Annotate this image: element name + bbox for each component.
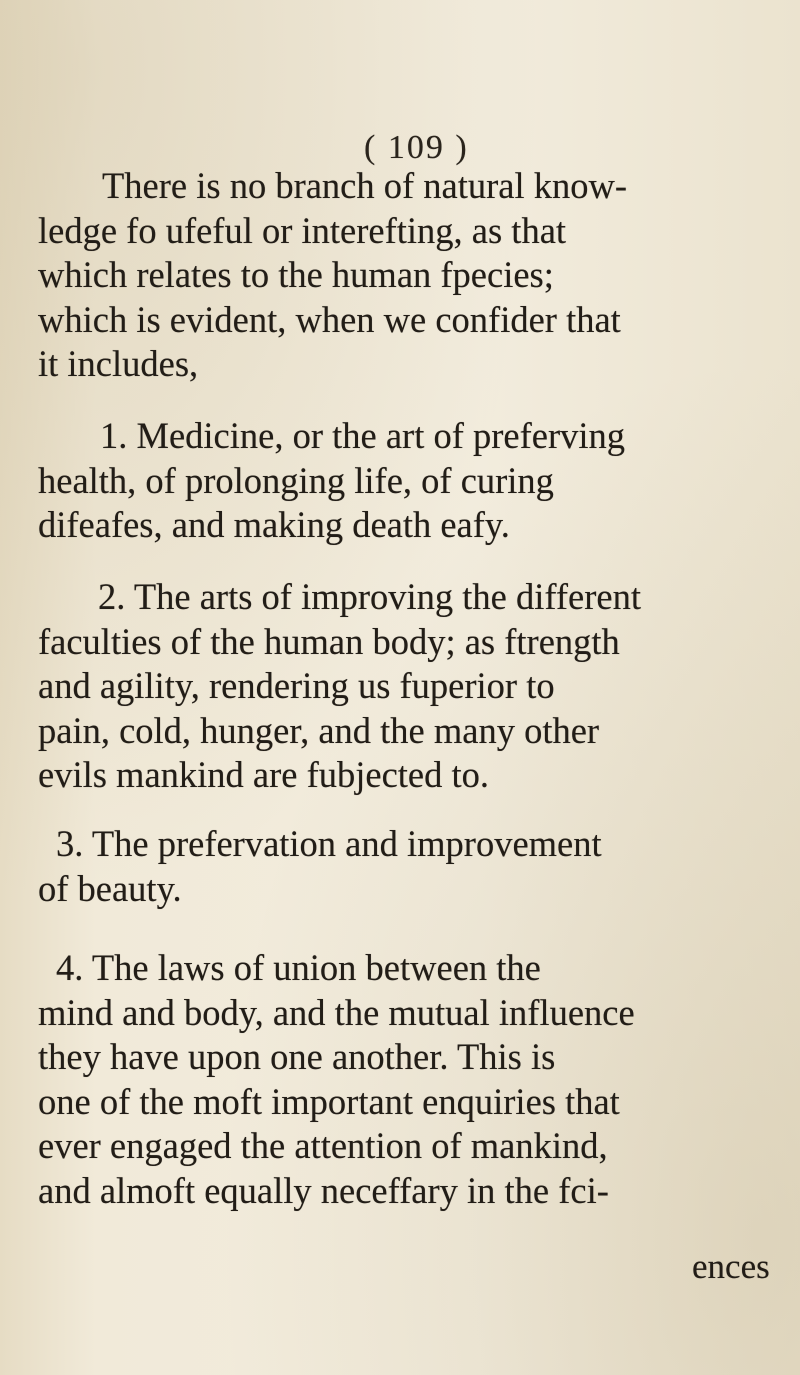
item-2-paragraph — [38, 575, 762, 798]
item-3-paragraph — [38, 822, 762, 911]
text-line: difeafes, and making death eafy. — [38, 504, 510, 545]
item-1-paragraph — [38, 414, 762, 548]
text-line: which relates to the human fpecies; — [38, 254, 554, 295]
text-line: 2. The arts of improving the different — [98, 576, 641, 617]
page-number-header: ( 109 ) — [364, 129, 469, 166]
catchword: ences — [692, 1247, 770, 1286]
text-line: There is no branch of natural know- — [102, 165, 628, 206]
text-line: 1. Medicine, or the art of preferving — [100, 415, 625, 456]
text-line: 3. The prefervation and improvement — [56, 823, 602, 864]
intro-paragraph — [38, 164, 762, 387]
text-line: it includes, — [38, 343, 199, 384]
text-line: and agility, rendering us fuperior to — [38, 665, 555, 706]
text-line: health, of prolonging life, of curing — [38, 459, 554, 501]
text-line: ledge fo ufeful or interefting, as that — [38, 209, 567, 251]
text-line: they have upon one another. This is — [38, 1036, 556, 1077]
text-line: pain, cold, hunger, and the many other — [38, 709, 600, 751]
text-line: and almoft equally neceffary in the fci- — [38, 1169, 609, 1211]
text-line: one of the moft important enquiries that — [38, 1080, 620, 1122]
text-line: 4. The laws of union between the — [56, 947, 541, 988]
text-line: faculties of the human body; as ftrength — [38, 620, 620, 662]
text-line: evils mankind are fubjected to. — [38, 754, 490, 795]
text-line: ever engaged the attention of mankind, — [38, 1125, 608, 1166]
text-line: of beauty. — [38, 867, 182, 909]
item-4-paragraph — [38, 946, 762, 1213]
text-line: mind and body, and the mutual influence — [38, 991, 635, 1033]
text-line: which is evident, when we confider that — [38, 298, 621, 340]
